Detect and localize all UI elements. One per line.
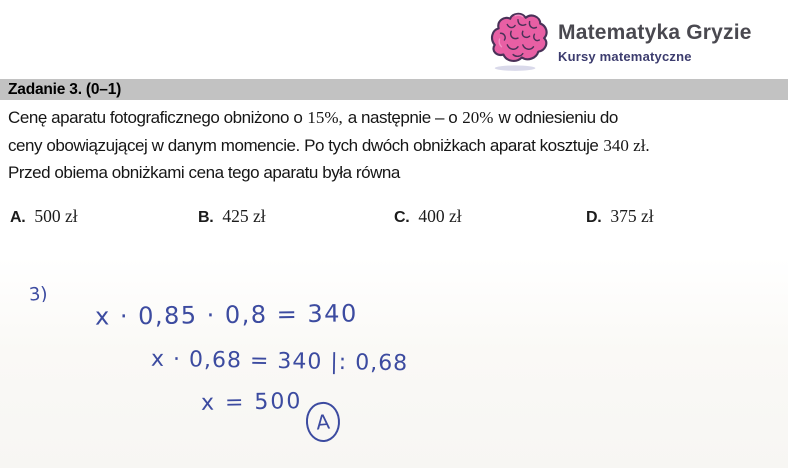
brand-header bbox=[486, 10, 752, 72]
question-segment: Cenę aparatu fotograficznego obniżono o bbox=[8, 108, 303, 127]
circled-answer: A bbox=[304, 401, 341, 444]
handwritten-task-number: 3) bbox=[28, 283, 49, 306]
answer-value: 400 zł bbox=[418, 206, 462, 226]
brand-text bbox=[558, 10, 752, 64]
question-segment: Przed obiema obniżkami cena tego aparatu była równa bbox=[8, 163, 400, 182]
brand-logo bbox=[486, 10, 548, 72]
answer-options bbox=[10, 206, 780, 227]
question-number: 20% bbox=[462, 108, 494, 127]
handwritten-equation-1: x · 0,85 · 0,8 = 340 bbox=[94, 299, 358, 331]
question-text bbox=[8, 104, 786, 187]
answer-option-b bbox=[198, 206, 394, 227]
answer-value: 500 zł bbox=[34, 206, 78, 226]
question-line-2 bbox=[8, 132, 786, 160]
question-number: 340 zł. bbox=[603, 135, 650, 155]
question-segment: a następnie – o bbox=[347, 108, 458, 127]
question-number: 15%, bbox=[307, 108, 343, 127]
answer-value: 425 zł bbox=[222, 206, 266, 226]
answer-value: 375 zł bbox=[610, 206, 654, 226]
question-line-1 bbox=[8, 104, 786, 132]
answer-letter: C. bbox=[394, 209, 410, 226]
question-segment: ceny obowiązującej w danym momencie. Po tych dwóch obniżkach aparat kosztuje bbox=[8, 135, 599, 155]
question-line-3 bbox=[8, 159, 786, 187]
answer-option-c bbox=[394, 206, 586, 227]
brand-title: Matematyka Gryzie bbox=[558, 21, 752, 44]
answer-option-a bbox=[10, 206, 198, 227]
handwritten-equation-2: x · 0,68 = 340 |: 0,68 bbox=[150, 346, 409, 377]
answer-option-d bbox=[586, 206, 780, 227]
brain-icon bbox=[486, 10, 548, 72]
answer-letter: D. bbox=[586, 209, 602, 226]
answer-letter: B. bbox=[198, 209, 214, 226]
task-banner-label: Zadanie 3. (0–1) bbox=[8, 80, 122, 98]
handwritten-result: x = 500 bbox=[200, 389, 303, 416]
task-banner bbox=[0, 79, 788, 100]
answer-letter: A. bbox=[10, 209, 26, 226]
brand-subtitle: Kursy matematyczne bbox=[558, 49, 692, 65]
question-segment: w odniesieniu do bbox=[498, 108, 618, 127]
